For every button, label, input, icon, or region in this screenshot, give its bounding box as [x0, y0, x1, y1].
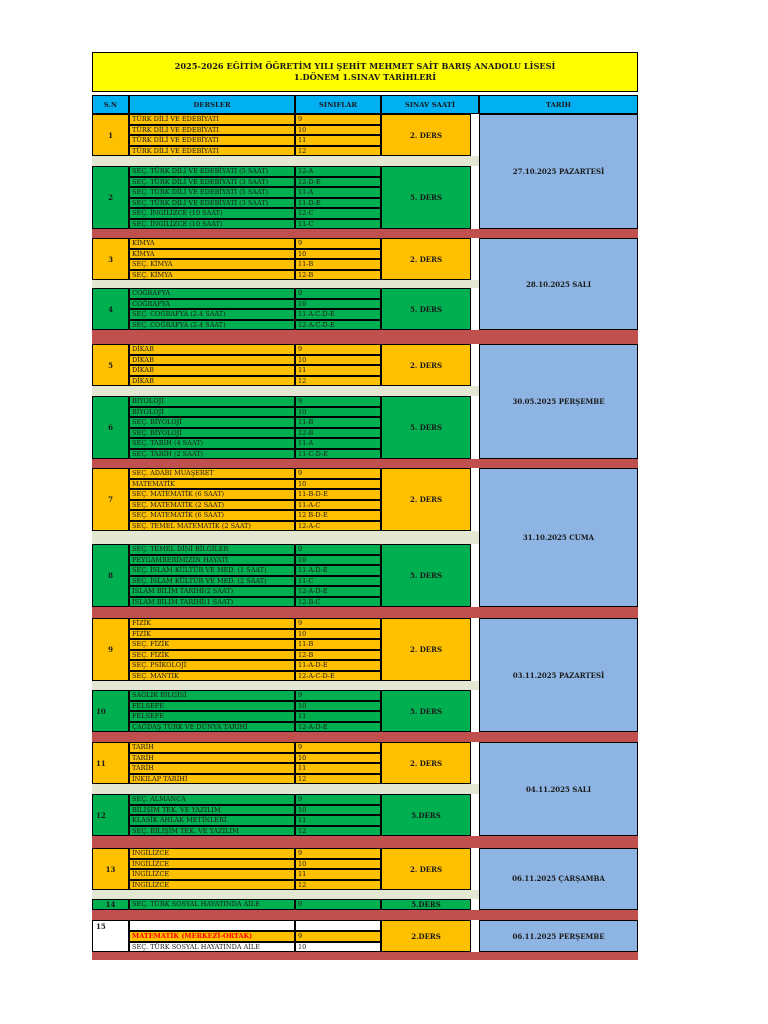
exam-period: 2. DERS: [381, 618, 471, 681]
class-group: 9: [295, 931, 381, 942]
lesson-name: SAĞLIK BİLGİSİ: [129, 690, 295, 701]
blank-cell: [129, 920, 295, 931]
class-group: 11-A-C: [295, 500, 381, 511]
lesson-name: SEÇ. TÜRK SOSYAL HAYATINDA AİLE: [129, 899, 295, 910]
exam-date: 28.10.2025 SALI: [479, 238, 638, 330]
class-group: 12-A-D-E: [295, 586, 381, 597]
lesson-name: SEÇ. TARİH (4 SAAT): [129, 438, 295, 449]
class-group: 11-A: [295, 187, 381, 198]
lesson-name: SEÇ. KİMYA: [129, 259, 295, 270]
separator-row: [92, 330, 638, 344]
lesson-name: SEÇ. TARİH (2 SAAT): [129, 449, 295, 460]
class-group: 10: [295, 753, 381, 764]
separator-row: [92, 836, 638, 848]
class-group: 10: [295, 355, 381, 366]
lesson-name: SEÇ. İSLAM KÜLTÜR VE MED. (1 SAAT): [129, 565, 295, 576]
spacer-row: [92, 784, 479, 794]
spacer-row: [92, 681, 479, 690]
lesson-name: İNGİLİZCE: [129, 848, 295, 859]
exam-period: 2. DERS: [381, 114, 471, 156]
group-number: 10: [92, 690, 129, 732]
class-group: 10: [295, 555, 381, 566]
lesson-name: SEÇ. PSİKOLOJİ: [129, 660, 295, 671]
lesson-name: BİYOLOJİ: [129, 396, 295, 407]
lesson-name: KLASİK AHLAK METİNLERİ: [129, 815, 295, 826]
class-group: 12-A-C: [295, 521, 381, 532]
class-group: 11-A-D-E: [295, 660, 381, 671]
class-group: 11: [295, 815, 381, 826]
lesson-name: TARİH: [129, 742, 295, 753]
class-group: 9: [295, 794, 381, 805]
lesson-name: SEÇ. TÜRK SOSYAL HAYATINDA AİLE: [129, 942, 295, 953]
class-group: 11: [295, 711, 381, 722]
class-group: 9: [295, 288, 381, 299]
lesson-name: SEÇ. ALMANCA: [129, 794, 295, 805]
class-group: 10: [295, 629, 381, 640]
lesson-name: SEÇ. KİMYA: [129, 270, 295, 281]
blank-cell: [295, 920, 381, 931]
lesson-name: COĞRAFYA: [129, 288, 295, 299]
lesson-name: DİKAB: [129, 344, 295, 355]
class-group: 12: [295, 826, 381, 837]
lesson-name: TARİH: [129, 763, 295, 774]
class-group: 9: [295, 238, 381, 249]
lesson-name: SEÇ. COĞRAFYA (2-4 SAAT): [129, 309, 295, 320]
class-group: 11-C-D-E: [295, 449, 381, 460]
exam-period: 2. DERS: [381, 468, 471, 531]
spacer-row: [92, 386, 479, 396]
group-number: 3: [92, 238, 129, 280]
class-group: 9: [295, 899, 381, 910]
class-group: 11: [295, 869, 381, 880]
lesson-name: BİYOLOJİ: [129, 407, 295, 418]
class-group: 12-B: [295, 650, 381, 661]
class-group: 11-B: [295, 259, 381, 270]
separator-row: [92, 732, 638, 742]
group-number: 4: [92, 288, 129, 330]
group-number: 12: [92, 794, 129, 836]
class-group: 12: [295, 880, 381, 891]
separator-row: [92, 952, 638, 960]
class-group: 10: [295, 249, 381, 260]
class-group: 9: [295, 344, 381, 355]
exam-period: 5.DERS: [381, 899, 471, 910]
lesson-name: SEÇ. İSLAM KÜLTÜR VE MED. (2 SAAT): [129, 576, 295, 587]
lesson-name: BİLİŞİM TEK. VE YAZILIM: [129, 805, 295, 816]
lesson-name: SEÇ. TÜRK DİLİ VE EDEBİYATI (5 SAAT): [129, 166, 295, 177]
exam-period: 2. DERS: [381, 344, 471, 386]
separator-row: [92, 459, 638, 468]
exam-period: 2.DERS: [381, 920, 471, 952]
class-group: 12-B-C: [295, 597, 381, 608]
separator-row: [92, 910, 638, 921]
class-group: 9: [295, 690, 381, 701]
spacer-row: [92, 156, 479, 166]
lesson-name: İSLAM BİLİM TARİHİ(2 SAAT): [129, 586, 295, 597]
class-group: 11: [295, 365, 381, 376]
class-group: 10: [295, 859, 381, 870]
class-group: 10: [295, 701, 381, 712]
separator-row: [92, 607, 638, 618]
exam-date: 30.05.2025 PERŞEMBE: [479, 344, 638, 459]
lesson-name: DİKAB: [129, 376, 295, 387]
class-group: 12-C: [295, 208, 381, 219]
lesson-name: SEÇ. BİLİŞİM TEK. VE YAZILIM: [129, 826, 295, 837]
class-group: 12 B-D-E: [295, 510, 381, 521]
class-group: 11-A-C-D-E: [295, 309, 381, 320]
lesson-name: TÜRK DİLİ VE EDEBİYATI: [129, 125, 295, 136]
class-group: 11-C: [295, 219, 381, 230]
lesson-name: SEÇ. MATEMATİK (6 SAAT): [129, 489, 295, 500]
lesson-name: İNGİLİZCE: [129, 869, 295, 880]
class-group: 12-B: [295, 270, 381, 281]
lesson-name: MATEMATİK: [129, 479, 295, 490]
class-group: 9: [295, 742, 381, 753]
title-line-2: 1.DÖNEM 1.SINAV TARİHLERİ: [293, 72, 437, 82]
lesson-name: SEÇ. TÜRK DİLİ VE EDEBİYATI (3 SAAT): [129, 177, 295, 188]
class-group: 12-A-C-D-E: [295, 320, 381, 331]
lesson-name: SEÇ. MATEMATİK (6 SAAT): [129, 510, 295, 521]
group-number: 8: [92, 544, 129, 607]
separator-row: [92, 229, 638, 238]
class-group: 9: [295, 396, 381, 407]
class-group: 9: [295, 544, 381, 555]
exam-period: 5. DERS: [381, 396, 471, 459]
lesson-name: SEÇ. TEMEL MATEMATİK (2 SAAT): [129, 521, 295, 532]
exam-date: 03.11.2025 PAZARTESİ: [479, 618, 638, 732]
class-group: 11-B-D-E: [295, 489, 381, 500]
class-group: 12-A-C-D-E: [295, 671, 381, 682]
lesson-name: SEÇ. MATEMATİK (2 SAAT): [129, 500, 295, 511]
exam-period: 2. DERS: [381, 238, 471, 280]
class-group: 11-D-E: [295, 198, 381, 209]
lesson-name: KİMYA: [129, 249, 295, 260]
lesson-name: FELSEFE: [129, 711, 295, 722]
group-number: 13: [92, 848, 129, 890]
title-line-1: 2025-2026 EĞİTİM ÖĞRETİM YILI ŞEHİT MEHMET SAİT BARIŞ ANADOLU LİSESİ: [174, 61, 556, 71]
class-group: 10: [295, 299, 381, 310]
lesson-name: SEÇ. TEMEL DİNİ BİLGİLER: [129, 544, 295, 555]
lesson-name: SEÇ. TÜRK DİLİ VE EDEBİYATI (3 SAAT): [129, 198, 295, 209]
lesson-name: SEÇ. İNGİLİZCE (10 SAAT): [129, 208, 295, 219]
class-group: 11-A-D-E: [295, 565, 381, 576]
exam-date: 04.11.2025 SALI: [479, 742, 638, 836]
lesson-name: İNGİLİZCE: [129, 859, 295, 870]
class-group: 11-B: [295, 639, 381, 650]
class-group: 12: [295, 376, 381, 387]
class-group: 10: [295, 942, 381, 953]
class-group: 10: [295, 407, 381, 418]
header-sinav-saati: SINAV SAATİ: [381, 95, 479, 114]
class-group: 12-D-E: [295, 177, 381, 188]
class-group: 9: [295, 468, 381, 479]
exam-date: 27.10.2025 PAZARTESİ: [479, 114, 638, 229]
exam-date: 06.11.2025 PERŞEMBE: [479, 920, 638, 952]
lesson-name: TÜRK DİLİ VE EDEBİYATI: [129, 135, 295, 146]
class-group: 10: [295, 479, 381, 490]
class-group: 11: [295, 135, 381, 146]
class-group: 10: [295, 125, 381, 136]
lesson-name: SEÇ. MANTIK: [129, 671, 295, 682]
exam-period: 5. DERS: [381, 690, 471, 732]
lesson-name: ÇAĞDAŞ TÜRK VE DÜNYA TARİHİ: [129, 722, 295, 733]
lesson-name: TARİH: [129, 753, 295, 764]
group-number: 6: [92, 396, 129, 459]
lesson-name: SEÇ. ADABI MUAŞERET: [129, 468, 295, 479]
lesson-name: İNKILAP TARİHİ: [129, 774, 295, 785]
group-number: 7: [92, 468, 129, 531]
lesson-name: PEYGAMBERİMİZİN HAYATI: [129, 555, 295, 566]
lesson-name: FİZİK: [129, 618, 295, 629]
header-sn: S.N: [92, 95, 129, 114]
lesson-name: SEÇ. BİYOLOJİ: [129, 417, 295, 428]
header-siniflar: SINIFLAR: [295, 95, 381, 114]
group-number: 2: [92, 166, 129, 229]
exam-period: 2. DERS: [381, 742, 471, 784]
spacer-row: [92, 280, 479, 288]
lesson-name: SEÇ. BİYOLOJİ: [129, 428, 295, 439]
group-number: 14: [92, 899, 129, 910]
class-group: 11: [295, 763, 381, 774]
class-group: 9: [295, 114, 381, 125]
class-group: 12-A-D-E: [295, 722, 381, 733]
group-number: 5: [92, 344, 129, 386]
lesson-name: MATEMATİK (MERKEZİ-ORTAK): [129, 931, 295, 942]
lesson-name: FELSEFE: [129, 701, 295, 712]
lesson-name: SEÇ. FİZİK: [129, 639, 295, 650]
header-dersler: DERSLER: [129, 95, 295, 114]
exam-date: 06.11.2025 ÇARŞAMBA: [479, 848, 638, 910]
lesson-name: FİZİK: [129, 629, 295, 640]
class-group: 9: [295, 618, 381, 629]
lesson-name: SEÇ. COĞRAFYA (2-4 SAAT): [129, 320, 295, 331]
lesson-name: TÜRK DİLİ VE EDEBİYATI: [129, 114, 295, 125]
group-number: 1: [92, 114, 129, 156]
lesson-name: SEÇ. İNGİLİZCE (10 SAAT): [129, 219, 295, 230]
exam-period: 2. DERS: [381, 848, 471, 890]
lesson-name: TÜRK DİLİ VE EDEBİYATI: [129, 146, 295, 157]
lesson-name: İNGİLİZCE: [129, 880, 295, 891]
spacer-row: [92, 531, 479, 544]
exam-period: 5. DERS: [381, 166, 471, 229]
class-group: 9: [295, 848, 381, 859]
class-group: 12: [295, 146, 381, 157]
lesson-name: DİKAB: [129, 365, 295, 376]
exam-period: 5. DERS: [381, 288, 471, 330]
group-number: 11: [92, 742, 129, 784]
lesson-name: İSLAM BİLİM TARİHİ(1 SAAT): [129, 597, 295, 608]
exam-period: 5.DERS: [381, 794, 471, 836]
lesson-name: SEÇ. FİZİK: [129, 650, 295, 661]
lesson-name: COĞRAFYA: [129, 299, 295, 310]
schedule-title: [92, 52, 638, 92]
lesson-name: DİKAB: [129, 355, 295, 366]
class-group: 12: [295, 774, 381, 785]
class-group: 12-A: [295, 166, 381, 177]
exam-schedule-sheet: [92, 52, 638, 960]
group-number: 9: [92, 618, 129, 681]
class-group: 11-A: [295, 438, 381, 449]
exam-date: 31.10.2025 CUMA: [479, 468, 638, 607]
class-group: 11-B: [295, 417, 381, 428]
header-tarih: TARİH: [479, 95, 638, 114]
class-group: 11-C: [295, 576, 381, 587]
exam-period: 5. DERS: [381, 544, 471, 607]
group-number: 15: [92, 920, 129, 952]
lesson-name: SEÇ. TÜRK DİLİ VE EDEBİYATI (5 SAAT): [129, 187, 295, 198]
class-group: 10: [295, 805, 381, 816]
lesson-name: KİMYA: [129, 238, 295, 249]
class-group: 12-B: [295, 428, 381, 439]
spacer-row: [92, 890, 479, 899]
